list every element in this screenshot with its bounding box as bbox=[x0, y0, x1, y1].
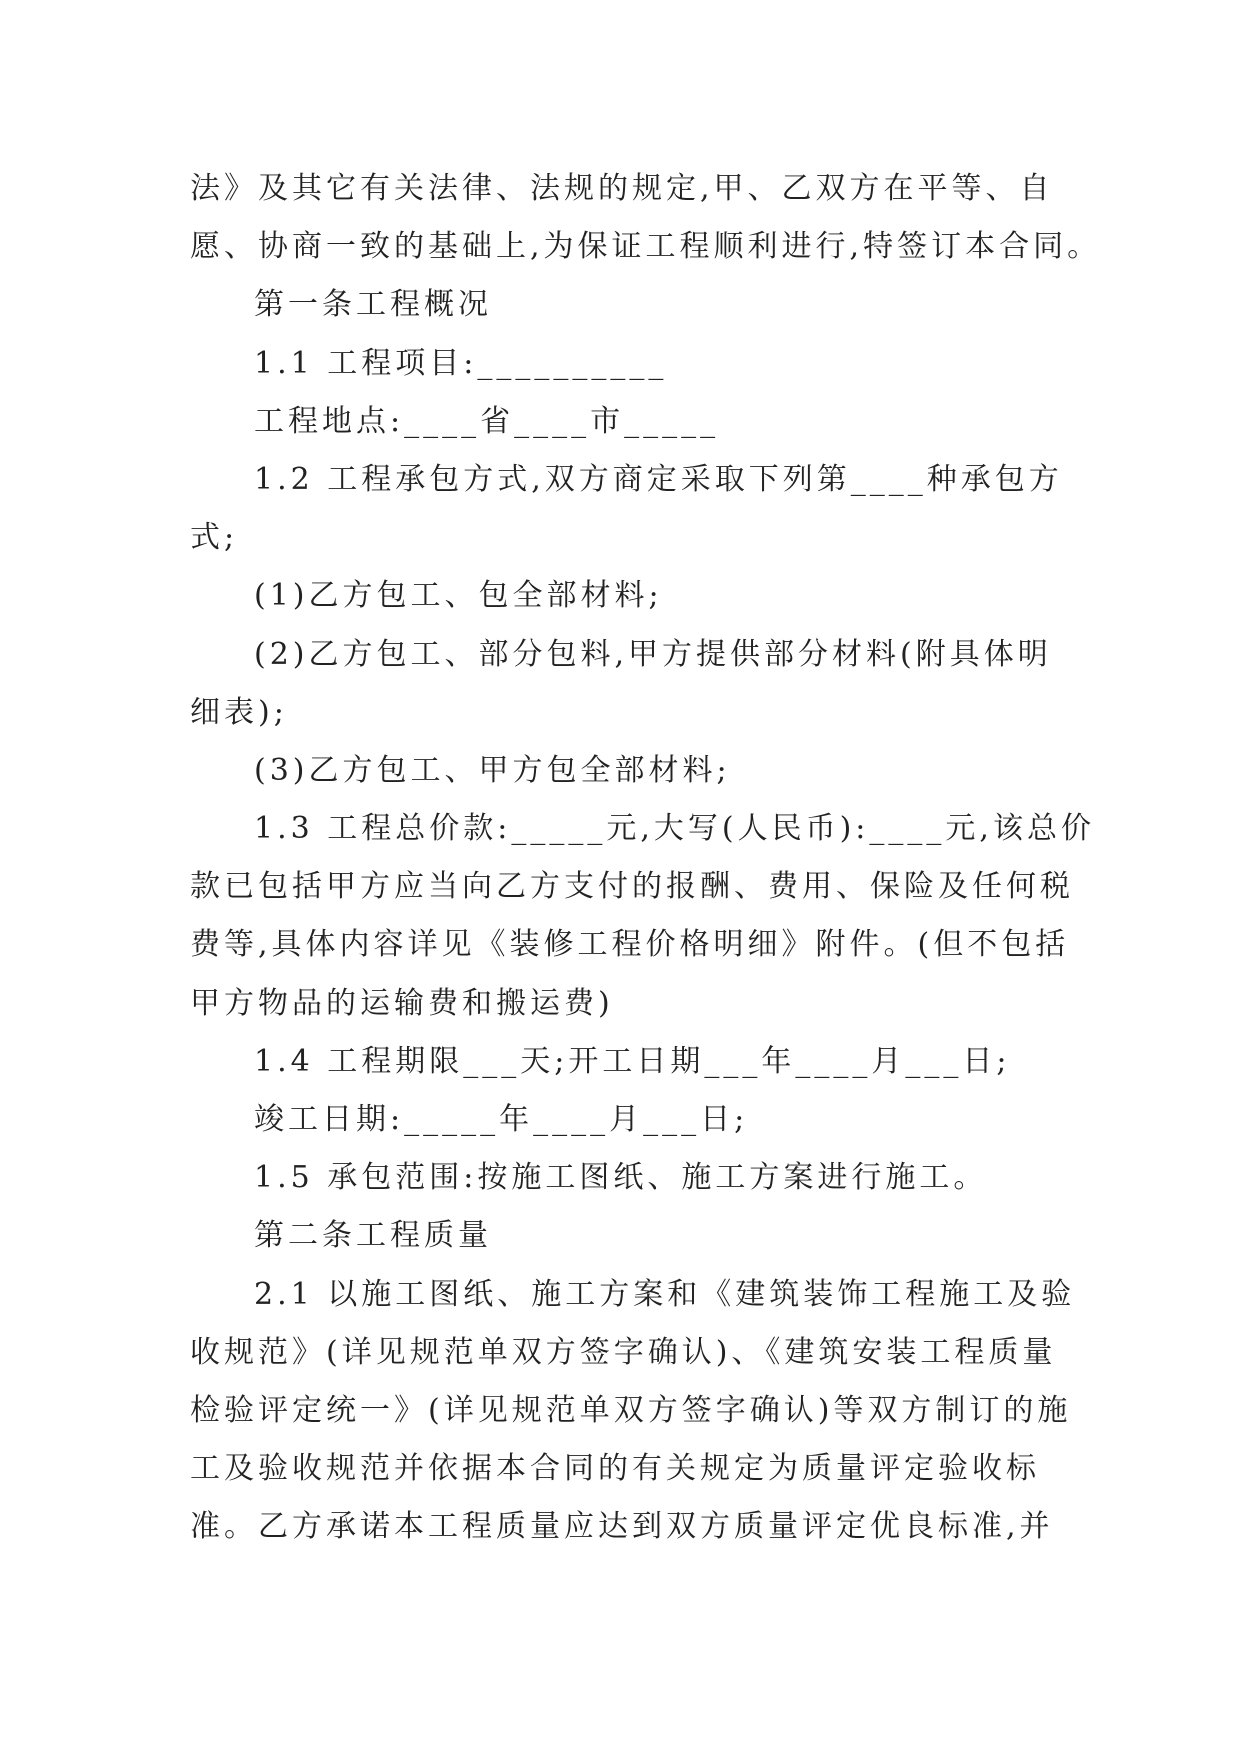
text-line: (3)乙方包工、甲方包全部材料; bbox=[254, 752, 731, 788]
section-heading: 第一条工程概况 bbox=[254, 287, 492, 323]
text-line: 1.3 工程总价款:_____元,大写(人民币):____元,该总价 bbox=[254, 811, 1095, 847]
text-line: 甲方物品的运输费和搬运费) bbox=[190, 985, 614, 1021]
text-line: 1.4 工程期限___天;开工日期___年____月___日; bbox=[254, 1043, 1011, 1079]
text-line: 1.5 承包范围:按施工图纸、施工方案进行施工。 bbox=[254, 1160, 988, 1196]
text-line: 法》及其它有关法律、法规的规定,甲、乙双方在平等、自 bbox=[190, 171, 1054, 206]
text-line: 费等,具体内容详见《装修工程价格明细》附件。(但不包括 bbox=[190, 927, 1070, 963]
text-line: 细表); bbox=[190, 694, 288, 730]
text-line: 1.2 工程承包方式,双方商定采取下列第____种承包方 bbox=[254, 461, 1063, 497]
text-line: 工及验收规范并依据本合同的有关规定为质量评定验收标 bbox=[190, 1451, 1040, 1487]
section-heading: 第二条工程质量 bbox=[254, 1218, 492, 1254]
text-line: 1.1 工程项目:__________ bbox=[254, 345, 668, 381]
text-line: (2)乙方包工、部分包料,甲方提供部分材料(附具体明 bbox=[254, 636, 1052, 672]
text-line: 准。乙方承诺本工程质量应达到双方质量评定优良标准,并 bbox=[190, 1509, 1054, 1545]
text-line: 愿、协商一致的基础上,为保证工程顺利进行,特签订本合同。 bbox=[190, 229, 1102, 265]
text-line: (1)乙方包工、包全部材料; bbox=[254, 578, 663, 614]
text-line: 款已包括甲方应当向乙方支付的报酬、费用、保险及任何税 bbox=[190, 869, 1074, 905]
document-body bbox=[190, 160, 1102, 1557]
text-line: 式; bbox=[190, 520, 239, 556]
text-line: 收规范》(详见规范单双方签字确认)、《建筑安装工程质量 bbox=[190, 1334, 1057, 1370]
text-line: 检验评定统一》(详见规范单双方签字确认)等双方制订的施 bbox=[190, 1392, 1072, 1428]
text-line: 工程地点:____省____市_____ bbox=[254, 403, 720, 439]
text-line: 竣工日期:_____年____月___日; bbox=[254, 1102, 749, 1137]
text-line: 2.1 以施工图纸、施工方案和《建筑装饰工程施工及验 bbox=[254, 1276, 1076, 1312]
